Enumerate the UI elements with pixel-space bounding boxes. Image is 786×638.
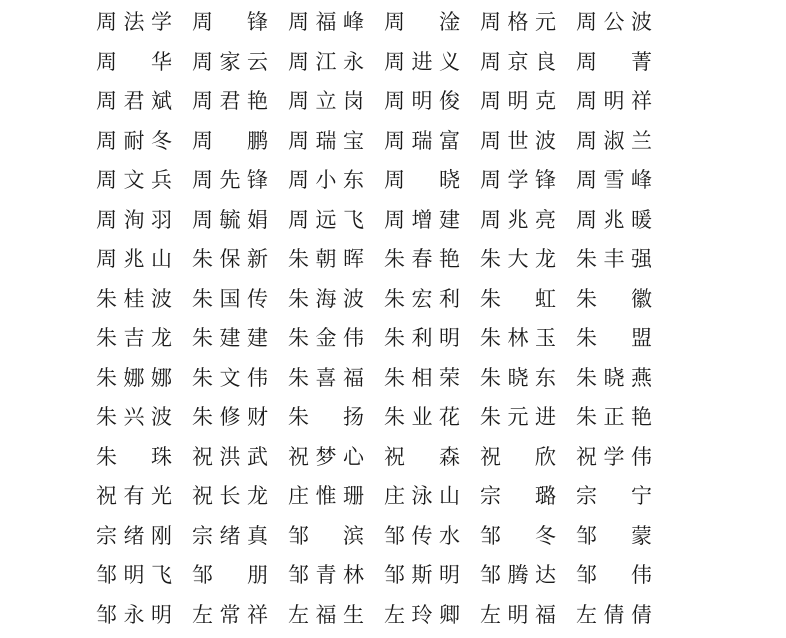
name-cell: 周 君 斌 bbox=[96, 89, 172, 113]
name-cell: 周 耐 冬 bbox=[96, 128, 172, 153]
name-cell: 周 远 飞 bbox=[288, 207, 364, 232]
name-cell: 周 家 云 bbox=[192, 49, 268, 74]
name-cell: 祝 森 bbox=[384, 444, 460, 469]
name-cell: 周 文 兵 bbox=[96, 168, 172, 192]
name-cell: 周 瑞 富 bbox=[384, 128, 460, 153]
name-cell: 左 明 福 bbox=[480, 602, 556, 627]
name-row bbox=[96, 595, 676, 635]
name-cell: 周 兆 亮 bbox=[480, 207, 556, 232]
name-cell: 祝 长 龙 bbox=[192, 484, 268, 508]
name-cell: 周 进 义 bbox=[384, 49, 460, 74]
name-cell: 周 增 建 bbox=[384, 207, 460, 232]
name-cell: 邹 滨 bbox=[288, 523, 364, 548]
name-cell: 朱 金 伟 bbox=[288, 326, 364, 350]
name-cell: 周 兆 山 bbox=[96, 247, 172, 271]
name-cell: 朱 丰 强 bbox=[576, 247, 652, 271]
name-cell: 周 鹏 bbox=[192, 128, 268, 153]
name-cell: 朱 晓 燕 bbox=[576, 365, 652, 390]
name-cell: 周 瑞 宝 bbox=[288, 128, 364, 153]
name-cell: 朱 正 艳 bbox=[576, 405, 652, 429]
name-row bbox=[96, 42, 676, 82]
name-cell: 周 福 峰 bbox=[288, 10, 364, 34]
name-cell: 周 毓 娟 bbox=[192, 207, 268, 232]
name-cell: 宗 绪 真 bbox=[192, 523, 268, 548]
name-cell: 朱 大 龙 bbox=[480, 247, 556, 271]
name-cell: 周 锋 bbox=[192, 10, 268, 34]
name-row bbox=[96, 555, 676, 595]
name-cell: 邹 冬 bbox=[480, 523, 556, 548]
name-cell: 祝 梦 心 bbox=[288, 444, 364, 469]
name-cell: 朱 朝 晖 bbox=[288, 247, 364, 271]
name-cell: 邹 明 飞 bbox=[96, 563, 172, 587]
name-cell: 朱 海 波 bbox=[288, 286, 364, 311]
name-cell: 朱 吉 龙 bbox=[96, 326, 172, 350]
name-cell: 周 法 学 bbox=[96, 10, 172, 34]
name-cell: 邹 传 水 bbox=[384, 523, 460, 548]
name-cell: 朱 娜 娜 bbox=[96, 365, 172, 390]
name-cell: 朱 修 财 bbox=[192, 405, 268, 429]
name-cell: 左 玲 卿 bbox=[384, 602, 460, 627]
name-cell: 周 淦 bbox=[384, 10, 460, 34]
name-cell: 朱 桂 波 bbox=[96, 286, 172, 311]
name-cell: 邹 伟 bbox=[576, 563, 652, 587]
name-cell: 周 京 良 bbox=[480, 49, 556, 74]
name-cell: 朱 兴 波 bbox=[96, 405, 172, 429]
name-cell: 邹 斯 明 bbox=[384, 563, 460, 587]
name-cell: 庄 惟 珊 bbox=[288, 484, 364, 508]
name-cell: 周 江 永 bbox=[288, 49, 364, 74]
name-cell: 左 倩 倩 bbox=[576, 602, 652, 627]
name-cell: 周 世 波 bbox=[480, 128, 556, 153]
name-cell: 朱 喜 福 bbox=[288, 365, 364, 390]
name-cell: 祝 欣 bbox=[480, 444, 556, 469]
name-row bbox=[96, 81, 676, 121]
name-cell: 朱 保 新 bbox=[192, 247, 268, 271]
name-cell: 宗 绪 刚 bbox=[96, 523, 172, 548]
name-row bbox=[96, 476, 676, 516]
name-list-grid bbox=[96, 0, 676, 638]
name-cell: 朱 宏 利 bbox=[384, 286, 460, 311]
name-row bbox=[96, 437, 676, 477]
name-cell: 周 晓 bbox=[384, 168, 460, 192]
name-cell: 朱 林 玉 bbox=[480, 326, 556, 350]
name-cell: 周 格 元 bbox=[480, 10, 556, 34]
name-cell: 朱 元 进 bbox=[480, 405, 556, 429]
name-cell: 周 菁 bbox=[576, 49, 652, 74]
name-cell: 朱 扬 bbox=[288, 405, 364, 429]
name-cell: 周 立 岗 bbox=[288, 89, 364, 113]
name-cell: 周 君 艳 bbox=[192, 89, 268, 113]
name-row bbox=[96, 160, 676, 200]
name-cell: 朱 盟 bbox=[576, 326, 652, 350]
name-cell: 周 明 克 bbox=[480, 89, 556, 113]
name-cell: 邹 永 明 bbox=[96, 602, 172, 627]
name-row bbox=[96, 121, 676, 161]
name-cell: 周 小 东 bbox=[288, 168, 364, 192]
name-cell: 周 雪 峰 bbox=[576, 168, 652, 192]
name-cell: 周 学 锋 bbox=[480, 168, 556, 192]
name-cell: 朱 国 传 bbox=[192, 286, 268, 311]
name-cell: 朱 业 花 bbox=[384, 405, 460, 429]
name-row bbox=[96, 358, 676, 398]
name-cell: 周 先 锋 bbox=[192, 168, 268, 192]
name-row bbox=[96, 318, 676, 358]
name-cell: 邹 青 林 bbox=[288, 563, 364, 587]
name-cell: 左 常 祥 bbox=[192, 602, 268, 627]
name-cell: 庄 泳 山 bbox=[384, 484, 460, 508]
name-cell: 朱 文 伟 bbox=[192, 365, 268, 390]
name-cell: 朱 虹 bbox=[480, 286, 556, 311]
name-cell: 宗 璐 bbox=[480, 484, 556, 508]
name-row bbox=[96, 516, 676, 556]
name-row bbox=[96, 397, 676, 437]
name-cell: 周 明 俊 bbox=[384, 89, 460, 113]
name-cell: 朱 徽 bbox=[576, 286, 652, 311]
name-cell: 朱 建 建 bbox=[192, 326, 268, 350]
name-cell: 左 福 生 bbox=[288, 602, 364, 627]
name-cell: 周 兆 暖 bbox=[576, 207, 652, 232]
name-cell: 周 华 bbox=[96, 49, 172, 74]
name-cell: 祝 学 伟 bbox=[576, 444, 652, 469]
name-cell: 朱 相 荣 bbox=[384, 365, 460, 390]
name-cell: 朱 利 明 bbox=[384, 326, 460, 350]
name-cell: 宗 宁 bbox=[576, 484, 652, 508]
name-row bbox=[96, 2, 676, 42]
name-cell: 邹 朋 bbox=[192, 563, 268, 587]
name-cell: 祝 洪 武 bbox=[192, 444, 268, 469]
name-cell: 邹 腾 达 bbox=[480, 563, 556, 587]
name-row bbox=[96, 279, 676, 319]
name-cell: 周 淑 兰 bbox=[576, 128, 652, 153]
name-cell: 朱 春 艳 bbox=[384, 247, 460, 271]
name-cell: 朱 晓 东 bbox=[480, 365, 556, 390]
name-cell: 朱 珠 bbox=[96, 444, 172, 469]
name-row bbox=[96, 200, 676, 240]
name-cell: 周 明 祥 bbox=[576, 89, 652, 113]
name-row bbox=[96, 239, 676, 279]
name-cell: 周 洵 羽 bbox=[96, 207, 172, 232]
name-cell: 邹 蒙 bbox=[576, 523, 652, 548]
name-cell: 祝 有 光 bbox=[96, 484, 172, 508]
name-cell: 周 公 波 bbox=[576, 10, 652, 34]
